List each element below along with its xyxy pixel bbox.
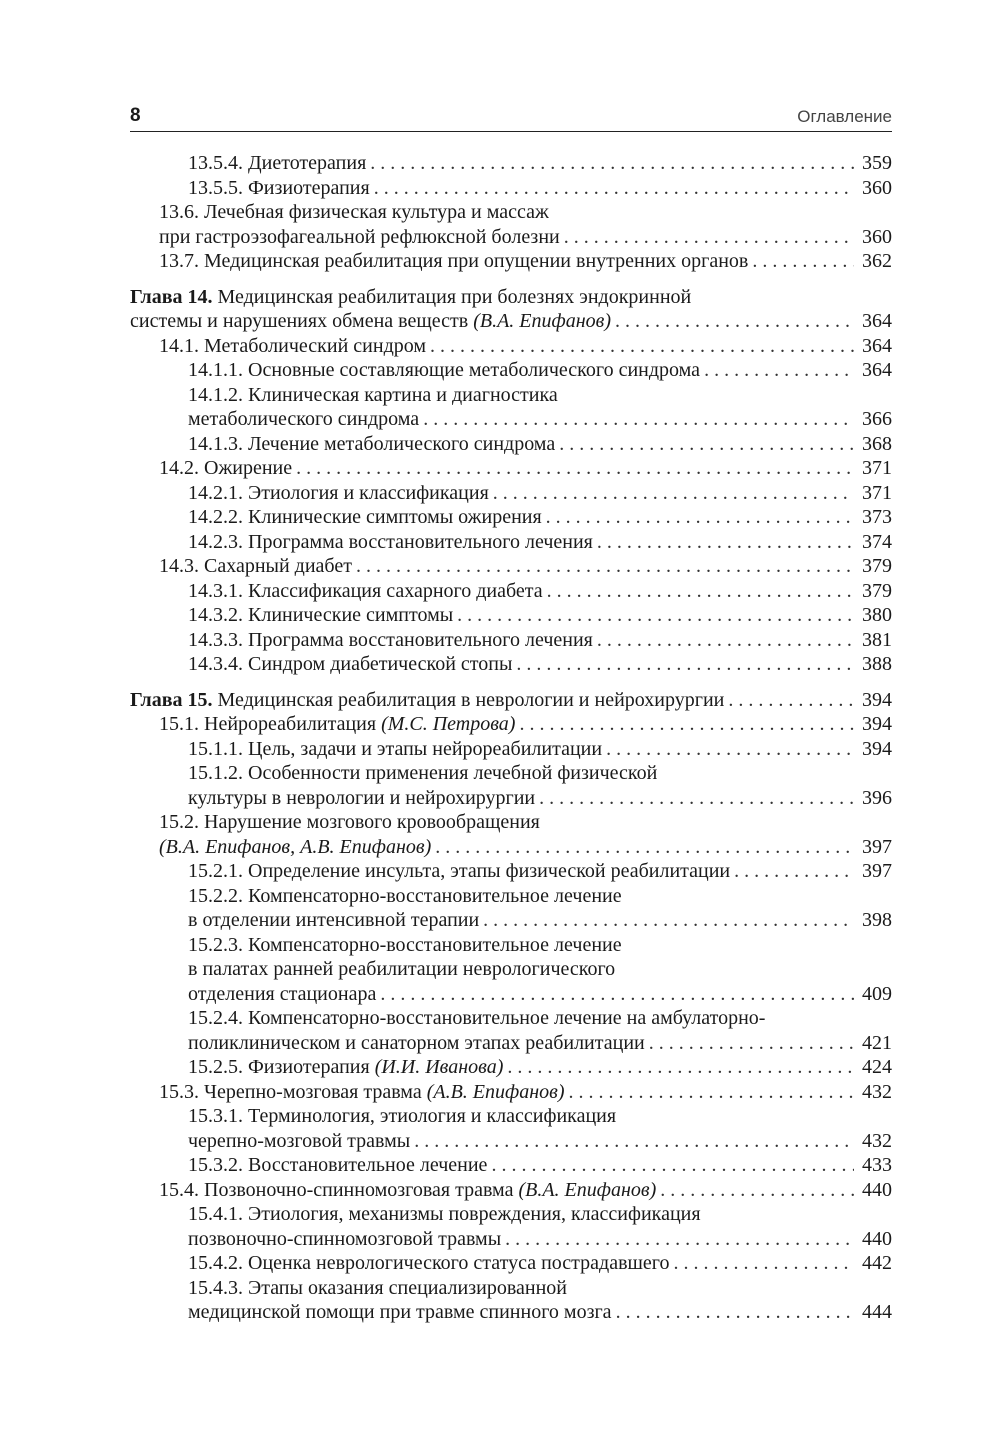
toc-page-number: 379 — [862, 555, 892, 577]
toc-entry-text — [188, 151, 366, 176]
toc-entry-line — [188, 1104, 892, 1129]
toc-entry-title: 15.2.2. Компенсаторно-восстановительное лечение — [188, 884, 622, 907]
toc-entry-title: 15.2.3. Компенсаторно-восстановительное лечение — [188, 933, 622, 956]
toc-entry-text — [188, 958, 615, 980]
toc-entry-line — [188, 1276, 892, 1301]
toc-chapter-entry[interactable] — [130, 688, 892, 713]
toc-entry-text — [130, 286, 691, 308]
toc-entry-author: (В.А. Епифанов, А.В. Епифанов) — [159, 835, 432, 858]
toc-page-number: 433 — [862, 1154, 892, 1176]
toc-entry-text — [188, 176, 370, 201]
dot-leader — [516, 652, 854, 677]
toc-entry-line — [188, 1129, 892, 1154]
toc-entry-author: (В.А. Епифанов) — [473, 310, 611, 332]
toc-entry-line — [130, 285, 892, 310]
dot-leader — [649, 1031, 854, 1056]
toc-page-number: 432 — [862, 1129, 892, 1152]
toc-entry-text — [188, 358, 700, 383]
toc-entry-text — [188, 579, 543, 604]
toc-entry-line — [159, 712, 892, 737]
toc-entry-line — [159, 249, 892, 274]
toc-page-number: 379 — [862, 579, 892, 602]
toc-entry-line — [188, 628, 892, 653]
toc-page-number: 396 — [862, 786, 892, 809]
toc-page-number: 394 — [862, 688, 892, 711]
toc-page-number: 368 — [862, 432, 892, 455]
dot-leader — [728, 688, 854, 713]
toc-entry-line — [159, 200, 892, 225]
toc-entry-title: 14.3.3. Программа восстановительного лечения — [188, 628, 593, 651]
dot-leader — [674, 1251, 855, 1276]
toc-entry-text — [159, 456, 292, 481]
toc-entry[interactable] — [130, 1251, 892, 1276]
toc-entry-title: поликлиническом и санаторном этапах реабилитации — [188, 1031, 645, 1054]
dot-leader — [597, 530, 854, 555]
toc-entry[interactable] — [130, 1202, 892, 1251]
toc-entry-text — [188, 603, 453, 628]
toc-entry-line — [159, 835, 892, 860]
toc-entry-line — [130, 309, 892, 334]
toc-entry-title: 15.2.5. Физиотерапия — [188, 1056, 370, 1078]
table-of-contents — [130, 151, 892, 1325]
chapter-spacer — [130, 677, 892, 688]
toc-entry-title: отделения стационара — [188, 982, 377, 1005]
toc-entry-text — [188, 1105, 616, 1127]
toc-entry-text — [188, 407, 419, 432]
toc-entry[interactable] — [130, 151, 892, 176]
toc-entry-line — [188, 383, 892, 408]
dot-leader — [564, 225, 854, 250]
toc-entry-text — [188, 786, 535, 811]
toc-page-number: 440 — [862, 1178, 892, 1201]
toc-entry-text — [188, 1129, 410, 1154]
toc-entry-line — [188, 151, 892, 176]
toc-entry-line — [188, 1031, 892, 1056]
toc-entry-title: 14.3.2. Клинические симптомы — [188, 604, 454, 626]
toc-entry-author: (И.И. Иванова) — [374, 1056, 504, 1078]
toc-entry-text — [188, 505, 542, 530]
toc-entry-line — [188, 761, 892, 786]
toc-entry-title: в палатах ранней реабилитации неврологического — [188, 958, 616, 980]
toc-entry-line — [188, 505, 892, 530]
toc-entry-line — [159, 1178, 892, 1203]
toc-entry[interactable] — [130, 1055, 892, 1080]
toc-entry-text — [130, 309, 611, 334]
toc-entry-author: (А.В. Епифанов) — [426, 1080, 565, 1103]
toc-entry-line — [188, 933, 892, 958]
toc-entry-line — [188, 1251, 892, 1276]
toc-entry-text — [159, 712, 515, 737]
toc-entry-text — [159, 811, 540, 833]
running-head-title: Оглавление — [797, 107, 892, 126]
toc-entry-line — [188, 407, 892, 432]
toc-chapter-entry[interactable] — [130, 285, 892, 334]
dot-leader — [296, 456, 854, 481]
dot-leader — [414, 1129, 854, 1154]
toc-page-number: 398 — [862, 909, 892, 931]
toc-entry-line — [188, 1055, 892, 1080]
toc-page-number: 440 — [862, 1227, 892, 1250]
toc-page-number: 371 — [862, 457, 892, 479]
toc-entry[interactable] — [130, 712, 892, 737]
toc-entry[interactable] — [130, 383, 892, 432]
toc-entry-text — [188, 628, 593, 653]
dot-leader — [539, 786, 854, 811]
toc-entry-title: 13.6. Лечебная физическая культура и массаж — [159, 201, 549, 223]
toc-page-number: 397 — [862, 860, 892, 882]
toc-entry-text — [188, 908, 479, 933]
toc-page-number: 364 — [862, 334, 892, 357]
toc-entry[interactable] — [130, 1104, 892, 1153]
dot-leader — [356, 554, 854, 579]
toc-entry[interactable] — [130, 1178, 892, 1203]
toc-entry-title: черепно-мозговой травмы — [188, 1129, 411, 1152]
toc-entry-text — [159, 225, 560, 250]
toc-page-number: 424 — [862, 1056, 892, 1078]
toc-entry-text — [159, 334, 426, 359]
toc-page-number: 409 — [862, 982, 892, 1005]
toc-entry-title: 14.3.4. Синдром диабетической стопы — [188, 653, 513, 675]
toc-entry-line — [188, 982, 892, 1007]
toc-entry[interactable] — [130, 176, 892, 201]
toc-entry-line — [188, 432, 892, 457]
toc-entry-line — [188, 652, 892, 677]
toc-entry[interactable] — [130, 884, 892, 933]
toc-page-number: 359 — [862, 152, 892, 174]
dot-leader — [616, 1300, 854, 1325]
toc-entry-line — [188, 957, 892, 982]
toc-entry-title: 15.2.4. Компенсаторно-восстановительное лечение на амбулаторно- — [188, 1007, 766, 1029]
dot-leader — [423, 407, 854, 432]
toc-entry-text — [188, 934, 622, 956]
toc-page-number: 371 — [862, 481, 892, 504]
dot-leader — [546, 505, 854, 530]
toc-page-number: 394 — [862, 713, 892, 735]
toc-entry-title: 14.3. Сахарный диабет — [159, 555, 352, 577]
toc-entry-title: 14.2.3. Программа восстановительного лечения — [188, 530, 593, 553]
toc-entry-title: позвоночно-спинномозговой травмы — [188, 1227, 502, 1250]
toc-entry-text — [188, 737, 602, 762]
dot-leader — [435, 835, 854, 860]
toc-entry[interactable] — [130, 933, 892, 1007]
toc-entry-line — [188, 737, 892, 762]
dot-leader — [430, 334, 854, 359]
toc-entry[interactable] — [130, 505, 892, 530]
toc-entry-title: 15.2.1. Определение инсульта, этапы физической реабилитации — [188, 860, 731, 882]
toc-entry-text — [159, 835, 431, 860]
toc-entry-text — [188, 652, 512, 677]
toc-entry[interactable] — [130, 334, 892, 359]
toc-entry-line — [188, 530, 892, 555]
dot-leader — [505, 1227, 854, 1252]
running-header — [130, 103, 892, 132]
dot-leader — [568, 1080, 854, 1105]
toc-entry-title: 13.5.5. Физиотерапия — [188, 176, 370, 199]
toc-entry-line — [188, 884, 892, 909]
toc-entry-title: 15.1.1. Цель, задачи и этапы нейрореабилитации — [188, 737, 603, 760]
toc-entry-title: культуры в неврологии и нейрохирургии — [188, 786, 536, 809]
toc-entry-line — [188, 1300, 892, 1325]
toc-entry-line — [188, 1006, 892, 1031]
toc-page-number: 421 — [862, 1031, 892, 1054]
toc-page-number: 432 — [862, 1080, 892, 1103]
toc-entry-title: 14.1. Метаболический синдром — [159, 334, 427, 357]
toc-entry-title: медицинской помощи при травме спинного мозга — [188, 1301, 612, 1323]
toc-entry-author: (В.А. Епифанов) — [518, 1178, 657, 1201]
toc-entry-text — [188, 1031, 645, 1056]
dot-leader — [370, 151, 854, 176]
dot-leader — [597, 628, 854, 653]
toc-page-number: 364 — [862, 359, 892, 381]
toc-page-number: 360 — [862, 225, 892, 248]
toc-entry-title: 15.1. Нейрореабилитация — [159, 713, 377, 735]
toc-entry-title: 14.2.1. Этиология и классификация — [188, 481, 489, 504]
toc-entry-line — [159, 456, 892, 481]
toc-entry-title: Медицинская реабилитация в неврологии и нейрохирургии — [217, 688, 725, 711]
dot-leader — [491, 1153, 854, 1178]
toc-entry[interactable] — [130, 481, 892, 506]
toc-entry-title: метаболического синдрома — [188, 408, 420, 430]
toc-page-number: 397 — [862, 835, 892, 858]
toc-entry-title: 14.1.3. Лечение метаболического синдрома — [188, 432, 556, 455]
toc-entry-title: 15.3.1. Терминология, этиология и классификация — [188, 1105, 617, 1127]
toc-entry-line — [188, 786, 892, 811]
chapter-number: Глава 15. — [130, 688, 213, 711]
dot-leader — [507, 1055, 854, 1080]
toc-entry-title: 15.4.1. Этиология, механизмы повреждения, классификация — [188, 1203, 701, 1225]
toc-entry-title: 14.2. Ожирение — [159, 457, 293, 479]
toc-entry-line — [159, 225, 892, 250]
toc-entry[interactable] — [130, 579, 892, 604]
toc-entry[interactable] — [130, 810, 892, 859]
toc-entry[interactable] — [130, 1153, 892, 1178]
toc-entry[interactable] — [130, 530, 892, 555]
toc-entry-text — [188, 1251, 670, 1276]
toc-page-number: 362 — [862, 250, 892, 272]
toc-entry-text — [159, 1080, 564, 1105]
toc-entry-line — [188, 859, 892, 884]
dot-leader — [519, 712, 854, 737]
toc-page-number: 442 — [862, 1252, 892, 1274]
toc-entry[interactable] — [130, 432, 892, 457]
toc-entry-title: 14.1.2. Клиническая картина и диагностика — [188, 383, 558, 406]
toc-entry-line — [188, 358, 892, 383]
toc-entry-title: 15.4. Позвоночно-спинномозговая травма — [159, 1178, 514, 1201]
toc-entry-text — [188, 1277, 567, 1299]
toc-entry-text — [159, 554, 352, 579]
toc-entry-text — [159, 249, 748, 274]
chapter-spacer — [130, 274, 892, 285]
toc-entry-title: 15.4.2. Оценка неврологического статуса пострадавшего — [188, 1252, 670, 1274]
toc-entry-text — [188, 982, 376, 1007]
toc-entry-text — [188, 1300, 612, 1325]
toc-entry-line — [130, 688, 892, 713]
toc-entry-line — [188, 481, 892, 506]
toc-page-number: 373 — [862, 506, 892, 528]
toc-entry[interactable] — [130, 456, 892, 481]
dot-leader — [457, 603, 854, 628]
toc-page-number: 380 — [862, 604, 892, 626]
toc-entry[interactable] — [130, 554, 892, 579]
toc-entry-title: при гастроэзофагеальной рефлюксной болезни — [159, 225, 560, 248]
toc-entry-text — [188, 1153, 487, 1178]
toc-page-number: 366 — [862, 408, 892, 430]
toc-entry-text — [188, 1007, 765, 1029]
dot-leader — [493, 481, 854, 506]
dot-leader — [606, 737, 854, 762]
toc-entry-author: (М.С. Петрова) — [381, 713, 516, 735]
toc-entry-line — [188, 579, 892, 604]
toc-entry-title: 14.2.2. Клинические симптомы ожирения — [188, 506, 542, 528]
toc-entry-text — [188, 762, 657, 784]
toc-entry[interactable] — [130, 737, 892, 762]
toc-entry-text — [130, 688, 724, 713]
toc-entry-line — [188, 603, 892, 628]
toc-page-number: 374 — [862, 530, 892, 553]
dot-leader — [752, 249, 854, 274]
toc-entry[interactable] — [130, 761, 892, 810]
toc-page-number: 444 — [862, 1301, 892, 1323]
toc-entry[interactable] — [130, 249, 892, 274]
toc-entry-title: 14.3.1. Классификация сахарного диабета — [188, 579, 543, 602]
toc-entry-text — [159, 201, 549, 223]
toc-page-number: 394 — [862, 737, 892, 760]
toc-entry-line — [188, 1227, 892, 1252]
toc-entry[interactable] — [130, 358, 892, 383]
page-number: 8 — [130, 105, 141, 126]
toc-entry-text — [188, 384, 558, 406]
toc-entry-line — [159, 810, 892, 835]
toc-entry-title: 15.4.3. Этапы оказания специализированной — [188, 1276, 567, 1299]
toc-entry[interactable] — [130, 1080, 892, 1105]
dot-leader — [483, 908, 854, 933]
toc-entry[interactable] — [130, 652, 892, 677]
toc-entry-title: 15.3.2. Восстановительное лечение — [188, 1154, 488, 1176]
toc-entry-line — [188, 908, 892, 933]
dot-leader — [374, 176, 854, 201]
toc-entry-text — [188, 885, 622, 907]
toc-entry-line — [188, 176, 892, 201]
dot-leader — [559, 432, 854, 457]
toc-entry-line — [159, 554, 892, 579]
toc-entry-title: 15.3. Черепно-мозговая травма — [159, 1080, 422, 1103]
toc-entry-title: 15.2. Нарушение мозгового кровообращения — [159, 811, 540, 833]
toc-entry-text — [188, 859, 730, 884]
toc-entry[interactable] — [130, 1006, 892, 1055]
toc-page-number: 381 — [862, 628, 892, 651]
dot-leader — [734, 859, 854, 884]
toc-entry-title: 13.5.4. Диетотерапия — [188, 152, 367, 174]
toc-entry[interactable] — [130, 859, 892, 884]
dot-leader — [547, 579, 854, 604]
dot-leader — [615, 309, 854, 334]
toc-entry[interactable] — [130, 200, 892, 249]
toc-entry-title: системы и нарушениях обмена веществ — [130, 310, 469, 332]
toc-entry[interactable] — [130, 603, 892, 628]
toc-entry-title: 14.1.1. Основные составляющие метаболического синдрома — [188, 359, 701, 381]
dot-leader — [660, 1178, 854, 1203]
toc-entry-title: в отделении интенсивной терапии — [188, 909, 480, 931]
toc-entry-text — [188, 1055, 503, 1080]
toc-entry-line — [159, 334, 892, 359]
toc-entry-text — [188, 432, 555, 457]
dot-leader — [704, 358, 854, 383]
toc-entry-title: 13.7. Медицинская реабилитация при опущении внутренних органов — [159, 250, 749, 272]
toc-entry-line — [159, 1080, 892, 1105]
toc-entry-line — [188, 1153, 892, 1178]
toc-entry-text — [188, 481, 489, 506]
toc-entry[interactable] — [130, 628, 892, 653]
dot-leader — [380, 982, 854, 1007]
toc-page-number: 364 — [862, 310, 892, 332]
toc-page-number: 360 — [862, 176, 892, 199]
chapter-number: Глава 14. — [130, 285, 213, 308]
toc-entry-text — [188, 1227, 501, 1252]
toc-entry-text — [188, 530, 593, 555]
toc-entry-text — [188, 1203, 701, 1225]
toc-page-number: 388 — [862, 653, 892, 675]
toc-entry-text — [159, 1178, 656, 1203]
toc-entry-title: Медицинская реабилитация при болезнях эндокринной — [217, 285, 692, 308]
toc-entry-line — [188, 1202, 892, 1227]
toc-entry-title: 15.1.2. Особенности применения лечебной физической — [188, 762, 658, 784]
toc-entry[interactable] — [130, 1276, 892, 1325]
